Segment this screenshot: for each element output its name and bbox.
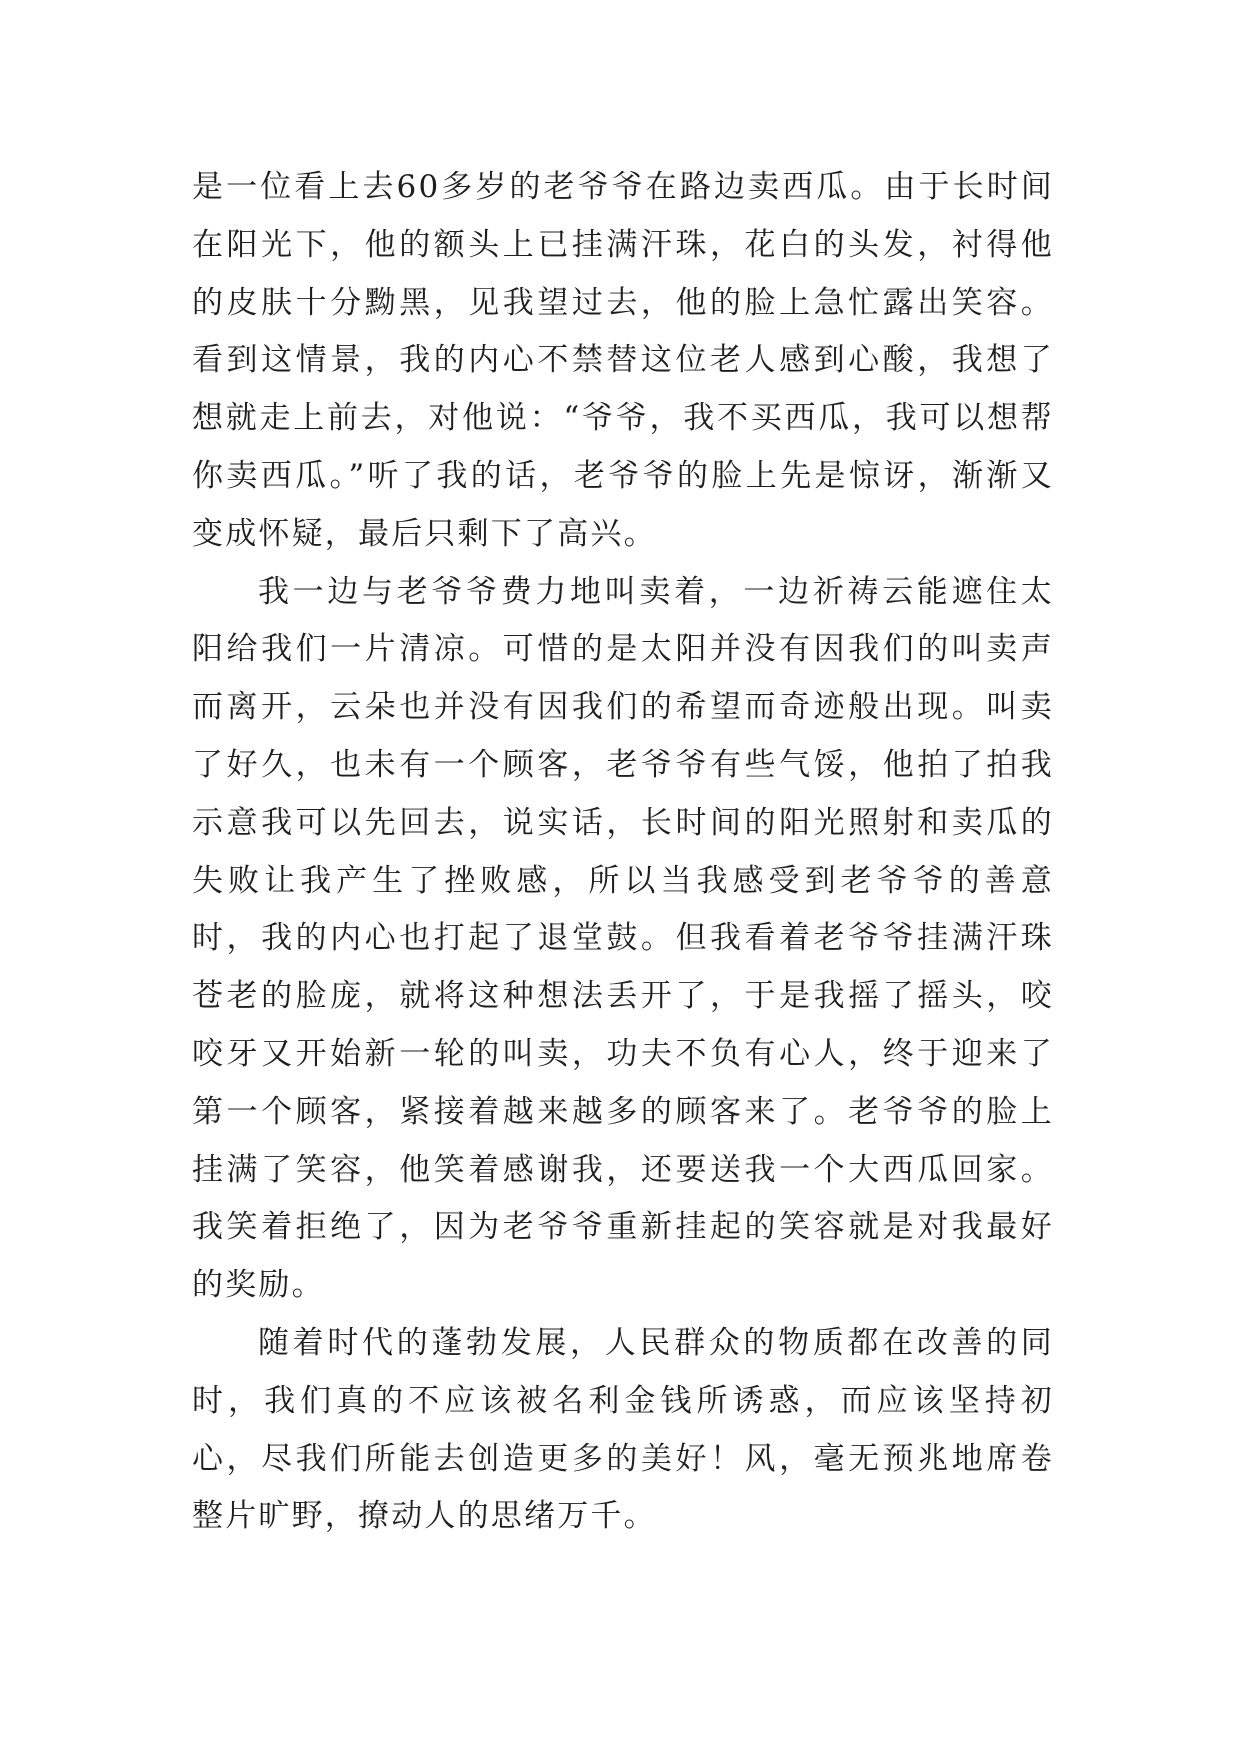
document-body — [192, 159, 1054, 1546]
paragraph-1: 是一位看上去60多岁的老爷爷在路边卖西瓜。由于长时间在阳光下，他的额头上已挂满汗珠，花白的头发，衬得他的皮肤十分黝黑，见我望过去，他的脸上急忙露出笑容。看到这情景，我的内心不禁替这位老人感到心酸，我想了想就走上前去，对他说：“爷爷，我不买西瓜，我可以想帮你卖西瓜。”听了我的话，老爷爷的脸上先是惊讶，渐渐又变成怀疑，最后只剩下了高兴。 — [192, 169, 1054, 552]
paragraph-2: 我一边与老爷爷费力地叫卖着，一边祈祷云能遮住太阳给我们一片清凉。可惜的是太阳并没有因我们的叫卖声而离开，云朵也并没有因我们的希望而奇迹般出现。叫卖了好久，也未有一个顾客，老爷爷有些气馁，他拍了拍我示意我可以先回去，说实话，长时间的阳光照射和卖瓜的失败让我产生了挫败感，所以当我感受到老爷爷的善意时，我的内心也打起了退堂鼓。但我看着老爷爷挂满汗珠苍老的脸庞，就将这种想法丢开了，于是我摇了摇头，咬咬牙又开始新一轮的叫卖，功夫不负有心人，终于迎来了第一个顾客，紧接着越来越多的顾客来了。老爷爷的脸上挂满了笑容，他笑着感谢我，还要送我一个大西瓜回家。我笑着拒绝了，因为老爷爷重新挂起的笑容就是对我最好的奖励。 — [192, 573, 1054, 1304]
paragraph-3: 随着时代的蓬勃发展，人民群众的物质都在改善的同时，我们真的不应该被名利金钱所诱惑，而应该坚持初心，尽我们所能去创造更多的美好！风，毫无预兆地席卷整片旷野，撩动人的思绪万千。 — [192, 1324, 1054, 1535]
